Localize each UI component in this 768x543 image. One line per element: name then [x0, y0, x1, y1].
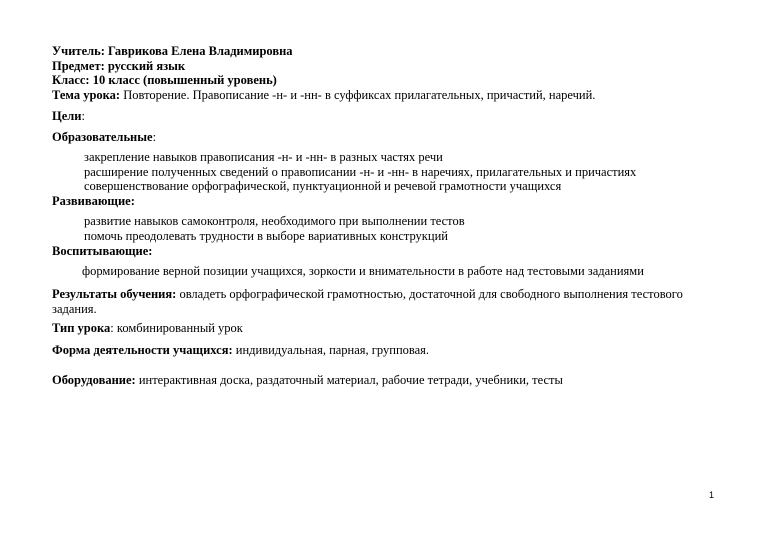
subject-label: Предмет:: [52, 59, 105, 73]
subject-line: [52, 59, 185, 74]
developing-label: Развивающие:: [52, 194, 135, 208]
teacher-label: Учитель:: [52, 44, 105, 58]
lesson-type-line: [52, 321, 243, 336]
results-value: овладеть орфографической грамотностью, достаточной для свободного выполнения тестового задания.: [52, 287, 683, 316]
teacher-line: [52, 44, 293, 59]
equipment-line: [52, 373, 563, 388]
developing-item: помочь преодолевать трудности в выборе вариативных конструкций: [84, 229, 448, 243]
upbringing-label: Воспитывающие:: [52, 244, 153, 258]
goals-suffix: :: [81, 109, 85, 123]
educational-item: закрепление навыков правописания -н- и -нн- в разных частях речи: [84, 150, 443, 164]
equipment-label: Оборудование:: [52, 373, 136, 387]
upbringing-item: формирование верной позиции учащихся, зоркости и внимательности в работе над тестовыми заданиями: [82, 264, 644, 278]
class-value: 10 класс (повышенный уровень): [92, 73, 277, 87]
topic-value: Повторение. Правописание -н- и -нн- в суффиксах прилагательных, причастий, наречий.: [123, 88, 596, 102]
equipment-value: интерактивная доска, раздаточный материал, рабочие тетради, учебники, тесты: [138, 373, 563, 387]
activity-form-label: Форма деятельности учащихся:: [52, 343, 233, 357]
activity-form-line: [52, 343, 429, 358]
educational-heading: [52, 130, 156, 145]
class-label: Класс:: [52, 73, 90, 87]
activity-form-value: индивидуальная, парная, групповая.: [235, 343, 430, 357]
educational-label: Образовательные: [52, 130, 153, 144]
developing-item: развитие навыков самоконтроля, необходимого при выполнении тестов: [84, 214, 465, 228]
goals-label: Цели: [52, 109, 82, 123]
educational-suffix: :: [152, 130, 157, 144]
educational-item: расширение полученных сведений о правописании -н- и -нн- в наречиях, прилагательных и причастиях: [84, 165, 637, 179]
topic-line: [52, 88, 595, 103]
teacher-value: Гаврикова Елена Владимировна: [108, 44, 293, 58]
goals-heading: [52, 109, 85, 124]
upbringing-heading: [52, 244, 152, 259]
subject-value: русский язык: [107, 59, 186, 73]
topic-label: Тема урока:: [52, 88, 121, 102]
results-paragraph: [52, 287, 702, 317]
lesson-type-label: Тип урока: [52, 321, 111, 335]
educational-item: совершенствование орфографической, пунктуационной и речевой грамотности учащихся: [84, 179, 562, 193]
page-number: 1: [709, 490, 715, 500]
lesson-type-value: : комбинированный урок: [110, 321, 243, 335]
developing-heading: [52, 194, 135, 209]
class-line: [52, 73, 277, 88]
results-label: Результаты обучения:: [52, 287, 177, 301]
